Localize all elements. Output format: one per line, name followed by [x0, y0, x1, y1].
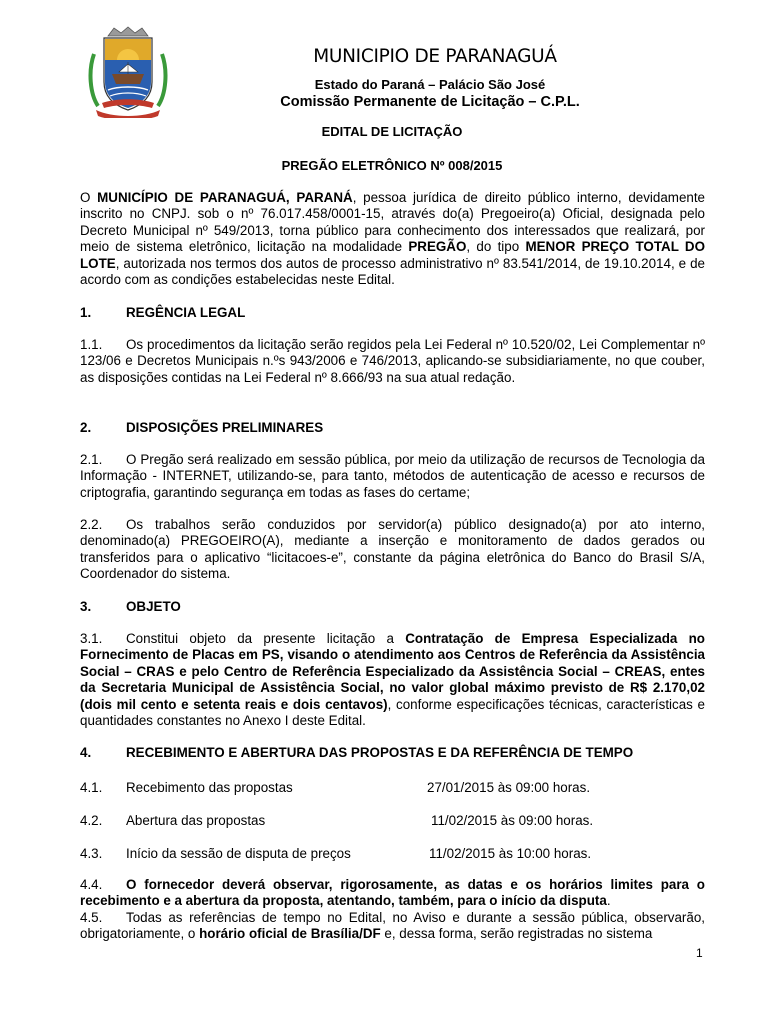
schedule-number: 4.3.: [80, 846, 103, 861]
clause-2-1: [80, 452, 705, 501]
intro-bold-entity: MUNICÍPIO DE PARANAGUÁ, PARANÁ: [97, 190, 353, 205]
clause-bold-timezone: horário oficial de Brasília/DF: [199, 926, 381, 942]
schedule-number: 4.2.: [80, 813, 103, 828]
intro-bold-type: MENOR PREÇO TOTAL DO LOTE: [80, 239, 705, 271]
page-number: 1: [696, 946, 703, 960]
schedule-label: Recebimento das propostas: [126, 780, 293, 795]
clause-number: 3.1.: [80, 631, 103, 646]
clause-number: 2.2.: [80, 517, 103, 532]
clause-number: 2.1.: [80, 452, 103, 467]
document-title: EDITAL DE LICITAÇÃO: [321, 124, 463, 139]
section-heading-4: [80, 745, 633, 760]
schedule-value: 27/01/2015 às 09:00 horas.: [427, 780, 591, 795]
schedule-label: Início da sessão de disputa de preços: [126, 846, 351, 861]
clause-text: O Pregão será realizado em sessão pública, por meio da utilização de recursos de Tecnologia da Informação - INTERNET, utilizando-se, para tanto, métodos de autenticação de acesso e recursos de criptografia, garantindo segurança em todas as fases do certame;: [80, 452, 705, 500]
clause-text: Todas as referências de tempo no Edital, no Aviso e durante a sessão pública, observarão, obrigatoriamente, o: [80, 910, 705, 942]
clause-number: 1.1.: [80, 337, 103, 352]
clause-2-2: [80, 517, 705, 583]
intro-text: , autorizada nos termos dos autos de processo administrativo nº 83.541/2014, de 19.10.2014, e de acordo com as condições estabelecidas neste Edital.: [80, 255, 705, 288]
clause-bold-warning: O fornecedor deverá observar, rigorosamente, as datas e os horários limites para o recebimento e a abertura da proposta, atentando, também, para o início da disputa: [80, 877, 705, 909]
schedule-number: 4.1.: [80, 780, 103, 795]
section-title: RECEBIMENTO E ABERTURA DAS PROPOSTAS E DA REFERÊNCIA DE TEMPO: [126, 745, 634, 760]
section-title: REGÊNCIA LEGAL: [126, 305, 246, 320]
clause-text: , conforme especificações técnicas, características e quantidades constantes no Anexo I deste Edital.: [80, 696, 705, 729]
document-subtitle: PREGÃO ELETRÔNICO Nº 008/2015: [281, 158, 503, 173]
clause-text: Os procedimentos da licitação serão regidos pela Lei Federal nº 10.520/02, Lei Complementar nº 123/06 e Decretos Municipais n.ºs 943/2006 e 746/2013, aplicando-se subsidiariamente, no que couber, as disposições contidas na Lei Federal nº 8.666/93 na sua atual redação.: [80, 337, 705, 385]
intro-paragraph: [80, 190, 705, 288]
schedule-label: Abertura das propostas: [126, 813, 266, 828]
schedule-value: 11/02/2015 às 09:00 horas.: [431, 813, 594, 828]
section-title: DISPOSIÇÕES PRELIMINARES: [126, 420, 324, 435]
clause-3-1: [80, 631, 705, 729]
intro-text: , do tipo: [466, 239, 526, 255]
intro-text: , pessoa jurídica de direito público interno, devidamente inscrito no CNPJ. sob o nº 76.017.458/0001-15, através do(a) Pregoeiro(a) Oficial, designada pelo Decreto Municipal nº 549/2013, torna público para conhecimento dos interessados que realizará, por meio de sistema eletrônico, licitação na modalidade: [80, 190, 706, 255]
commission-subtitle: Comissão Permanente de Licitação – C.P.L.: [280, 94, 580, 110]
clause-number: 4.5.: [80, 910, 103, 925]
section-number: 4.: [80, 745, 92, 760]
clause-bold-object: Contratação de Empresa Especializada no Fornecimento de Placas em PS, visando o atendimento aos Centros de Referência da Assistência Social – CRAS e pelo Centro de Referência Especializado da Assistência Social – CREAS, entes da Secretaria Municipal de Assistência Social, no valor global máximo previsto de R$ 2.170,02 (dois mil cento e setenta reais e dois centavos): [80, 631, 705, 712]
clause-text: Constitui objeto da presente licitação a: [126, 631, 406, 646]
clause-4-4: [80, 877, 705, 910]
section-number: 3.: [80, 599, 92, 614]
coat-of-arms-icon: [88, 26, 168, 118]
clause-text: .: [606, 893, 611, 909]
section-heading-3: [80, 599, 181, 614]
section-number: 2.: [80, 420, 92, 435]
clause-number: 4.4.: [80, 877, 103, 892]
clause-text: Os trabalhos serão conduzidos por servidor(a) público designado(a) por ato interno, denominado(a) PREGOEIRO(A), mediante a inserção e monitoramento de dados gerados ou transferidos para o aplicativo “licitacoes-e”, constante da página eletrônica do Banco do Brasil S/A, Coordenador do sistema.: [80, 517, 705, 582]
section-heading-2: [80, 420, 323, 435]
clause-4-5: [80, 910, 705, 943]
municipality-title: MUNICIPIO DE PARANAGUÁ: [313, 46, 557, 67]
clause-text: e, dessa forma, serão registradas no sistema: [380, 926, 653, 942]
intro-text: O: [80, 190, 98, 205]
clause-1-1: [80, 337, 705, 386]
state-palace-subtitle: Estado do Paraná – Palácio São José: [314, 77, 546, 92]
section-title: OBJETO: [126, 599, 181, 614]
schedule-value: 11/02/2015 às 10:00 horas.: [429, 846, 592, 861]
section-heading-1: [80, 305, 245, 320]
intro-bold-modality: PREGÃO: [408, 239, 467, 255]
section-number: 1.: [80, 305, 92, 320]
